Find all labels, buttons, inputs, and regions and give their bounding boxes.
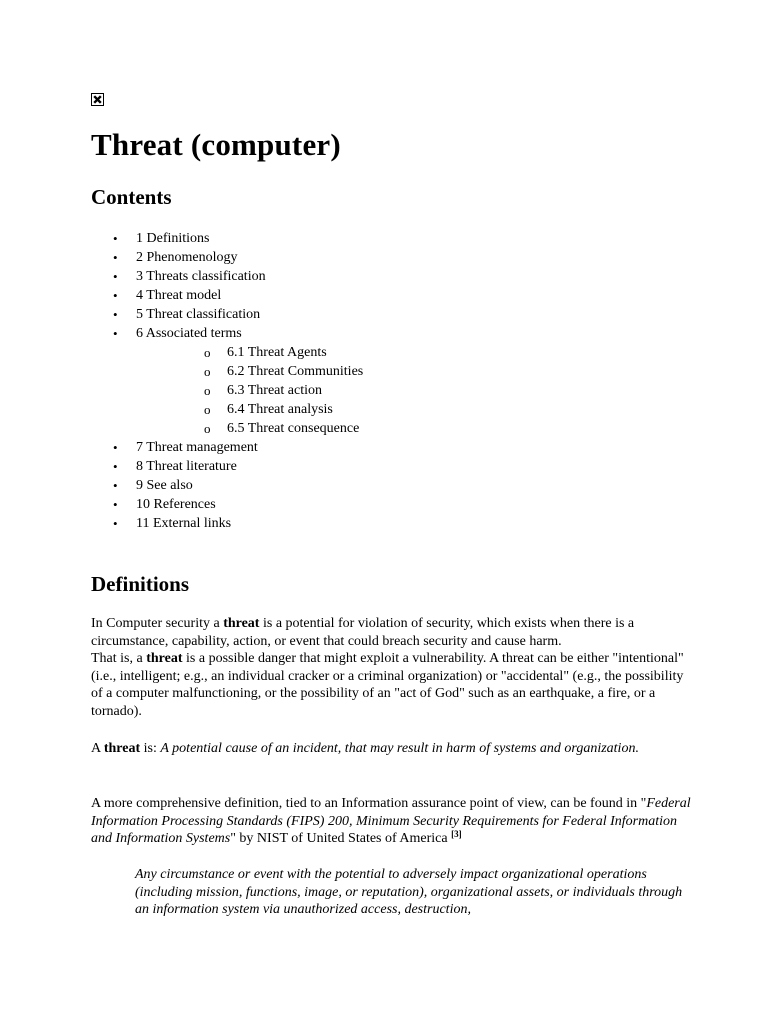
- toc-link[interactable]: 11 External links: [136, 516, 232, 531]
- toc-link[interactable]: 10 References: [136, 497, 216, 512]
- term-bold: threat: [223, 616, 260, 631]
- toc-item-associated-terms[interactable]: • 6 Associated terms o 6.1 Threat Agents o 6.2 Threat Communities o 6.3 Threat action o 6.4 Threat analysis o 6.5 Threat consequence: [113, 326, 364, 436]
- definition-paragraph: [91, 615, 691, 720]
- toc-subitem-threat-communities[interactable]: o 6.2 Threat Communities: [204, 364, 364, 379]
- toc-subitem-threat-agents[interactable]: o 6.1 Threat Agents: [204, 345, 327, 360]
- toc-link[interactable]: 8 Threat literature: [136, 459, 237, 474]
- toc-link[interactable]: 6.3 Threat action: [227, 383, 322, 398]
- text-run: is:: [140, 741, 161, 756]
- toc-subitem-threat-consequence[interactable]: o 6.5 Threat consequence: [204, 421, 360, 436]
- toc-link[interactable]: 6.4 Threat analysis: [227, 402, 333, 417]
- toc-link[interactable]: 9 See also: [136, 478, 193, 493]
- toc-link[interactable]: 6.2 Threat Communities: [227, 364, 364, 379]
- toc-link[interactable]: 6.1 Threat Agents: [227, 345, 327, 360]
- page-title: Threat (computer): [91, 127, 341, 162]
- toc-item-references[interactable]: • 10 References: [113, 497, 216, 512]
- text-run: A: [91, 741, 104, 756]
- toc-item-phenomenology[interactable]: • 2 Phenomenology: [113, 250, 238, 265]
- toc-link[interactable]: 5 Threat classification: [136, 307, 261, 322]
- toc-link[interactable]: 3 Threats classification: [136, 269, 266, 284]
- definition-italic: A potential cause of an incident, that may result in harm of systems and organization.: [160, 741, 639, 756]
- toc-item-external-links[interactable]: • 11 External links: [113, 516, 232, 531]
- fips-title-italic: Federal Information Processing Standards (FIPS) 200, Minimum Security Requirements for Federal Information and Information Systems: [91, 796, 691, 846]
- text-run: In Computer security a: [91, 616, 224, 631]
- text-run: A more comprehensive definition, tied to an Information assurance point of view, can be found in ": [91, 796, 647, 811]
- toc-item-threat-literature[interactable]: • 8 Threat literature: [113, 459, 237, 474]
- toc-link[interactable]: 7 Threat management: [136, 440, 258, 455]
- term-bold: threat: [103, 741, 141, 756]
- text-run: That is, a: [91, 651, 147, 666]
- text-run: is a possible danger that might exploit a vulnerability. A threat can be either "intentional" (i.e., intelligent; e.g., an individual cracker or a criminal organization) or "accidental" (e.g., the possibility of a computer malfunctioning, or the possibility of an "act of God" such as an earthquake, a fire, or a tornado).: [91, 651, 684, 719]
- toc-item-see-also[interactable]: • 9 See also: [113, 478, 193, 493]
- toc-link[interactable]: 6 Associated terms: [136, 326, 242, 341]
- broken-image-placeholder: [91, 93, 104, 106]
- toc-subitem-threat-action[interactable]: o 6.3 Threat action: [204, 383, 322, 398]
- nist-definition-paragraph: [91, 795, 691, 848]
- toc-link[interactable]: 1 Definitions: [136, 231, 210, 246]
- text-run: " by NIST of United States of America: [230, 831, 452, 846]
- toc-link[interactable]: 2 Phenomenology: [136, 250, 238, 265]
- nist-quote: Any circumstance or event with the potential to adversely impact organizational operations (including mission, functions, image, or reputation), organizational assets, or individuals through an information system via unauthorized access, destruction,: [135, 867, 683, 917]
- contents-heading: Contents: [91, 185, 172, 209]
- reference-link[interactable]: [3]: [451, 829, 462, 839]
- toc-subitem-threat-analysis[interactable]: o 6.4 Threat analysis: [204, 402, 333, 417]
- iso-definition-paragraph: [91, 740, 691, 758]
- toc-item-threat-management[interactable]: • 7 Threat management: [113, 440, 258, 455]
- text-run: is a potential for violation of security, which exists when there is a circumstance, capability, action, or event that could breach security and cause harm.: [91, 616, 635, 649]
- toc-item-threat-model[interactable]: • 4 Threat model: [113, 288, 222, 303]
- table-of-contents: [91, 229, 363, 533]
- close-icon: [92, 94, 103, 105]
- toc-item-threats-classification[interactable]: • 3 Threats classification: [113, 269, 266, 284]
- definitions-heading: Definitions: [91, 572, 190, 596]
- toc-link[interactable]: 4 Threat model: [136, 288, 222, 303]
- toc-link[interactable]: 6.5 Threat consequence: [227, 421, 360, 436]
- term-bold: threat: [146, 651, 183, 666]
- toc-sublist: [136, 343, 363, 438]
- toc-item-threat-classification[interactable]: • 5 Threat classification: [113, 307, 261, 322]
- toc-item-definitions[interactable]: • 1 Definitions: [113, 231, 210, 246]
